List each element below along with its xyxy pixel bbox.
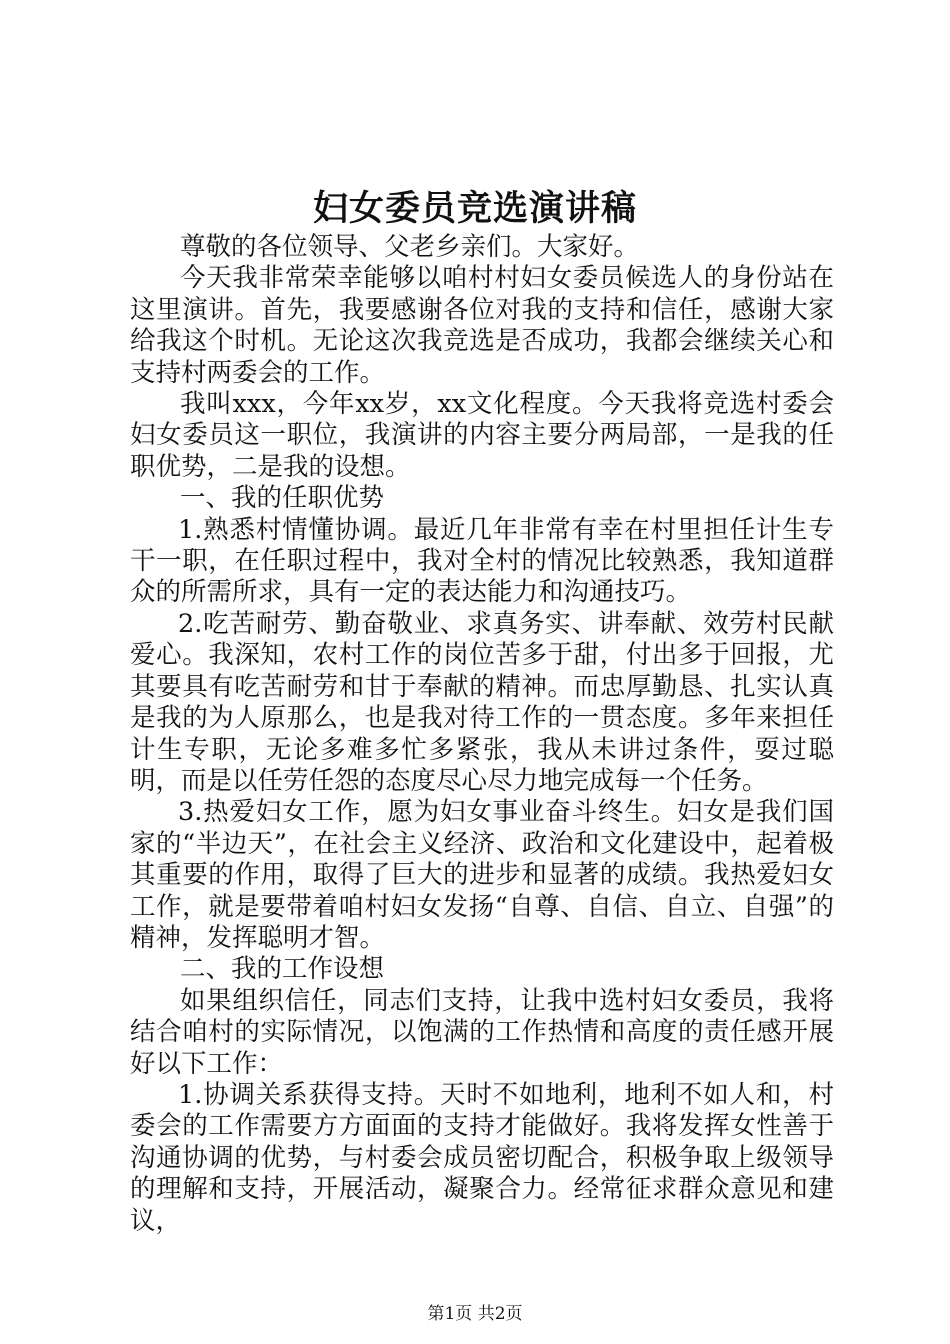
paragraph-self-introduction: 我叫xxx，今年xx岁，xx文化程度。今天我将竞选村委会妇女委员这一职位，我演讲的内容主要分两局部，一是我的任职优势，二是我的设想。: [130, 389, 834, 482]
paragraph-plans-intro: 如果组织信任，同志们支持，让我中选村妇女委员，我将结合咱村的实际情况，以饱满的工作热情和高度的责任感开展好以下工作：: [130, 985, 834, 1079]
section-heading-advantages: 一、我的任职优势: [180, 483, 385, 514]
paragraph-greeting: 尊敬的各位领导、父老乡亲们。大家好。: [180, 232, 640, 262]
paragraph-advantage-2: 2.吃苦耐劳、勤奋敬业、求真务实、讲奉献、效劳村民献爱心。我深知，农村工作的岗位苦多于甜，付出多于回报，尤其要具有吃苦耐劳和甘于奉献的精神。而忠厚勤恳、扎实认真是我的为人原那么，也是我对待工作的一贯态度。多年来担任计生专职，无论多难多忙多紧张，我从未讲过条件，耍过聪明，而是以任劳任怨的态度尽心尽力地完成每一个任务。: [130, 608, 834, 796]
paragraph-intro: 今天我非常荣幸能够以咱村村妇女委员候选人的身份站在这里演讲。首先，我要感谢各位对我的支持和信任，感谢大家给我这个时机。无论这次我竞选是否成功，我都会继续关心和支持村两委会的工作。: [130, 263, 834, 388]
paragraph-advantage-1: 1.熟悉村情懂协调。最近几年非常有幸在村里担任计生专干一职，在任职过程中，我对全村的情况比较熟悉，我知道群众的所需所求，具有一定的表达能力和沟通技巧。: [130, 514, 834, 608]
paragraph-advantage-3: 3.热爱妇女工作，愿为妇女事业奋斗终生。妇女是我们国家的“半边天”，在社会主义经济、政治和文化建设中，起着极其重要的作用，取得了巨大的进步和显著的成绩。我热爱妇女工作，就是要带着咱村妇女发扬“自尊、自信、自立、自强”的精神，发挥聪明才智。: [130, 797, 834, 953]
document-body: [130, 232, 834, 1237]
paragraph-plan-1: 1.协调关系获得支持。天时不如地利，地利不如人和，村委会的工作需要方方面面的支持才能做好。我将发挥女性善于沟通协调的优势，与村委会成员密切配合，积极争取上级领导的理解和支持，开展活动，凝聚合力。经常征求群众意见和建议，: [130, 1079, 834, 1236]
section-heading-plans: 二、我的工作设想: [180, 954, 385, 985]
document-title: 妇女委员竞选演讲稿: [312, 188, 637, 229]
page-footer: 第1页 共2页: [427, 1304, 523, 1324]
